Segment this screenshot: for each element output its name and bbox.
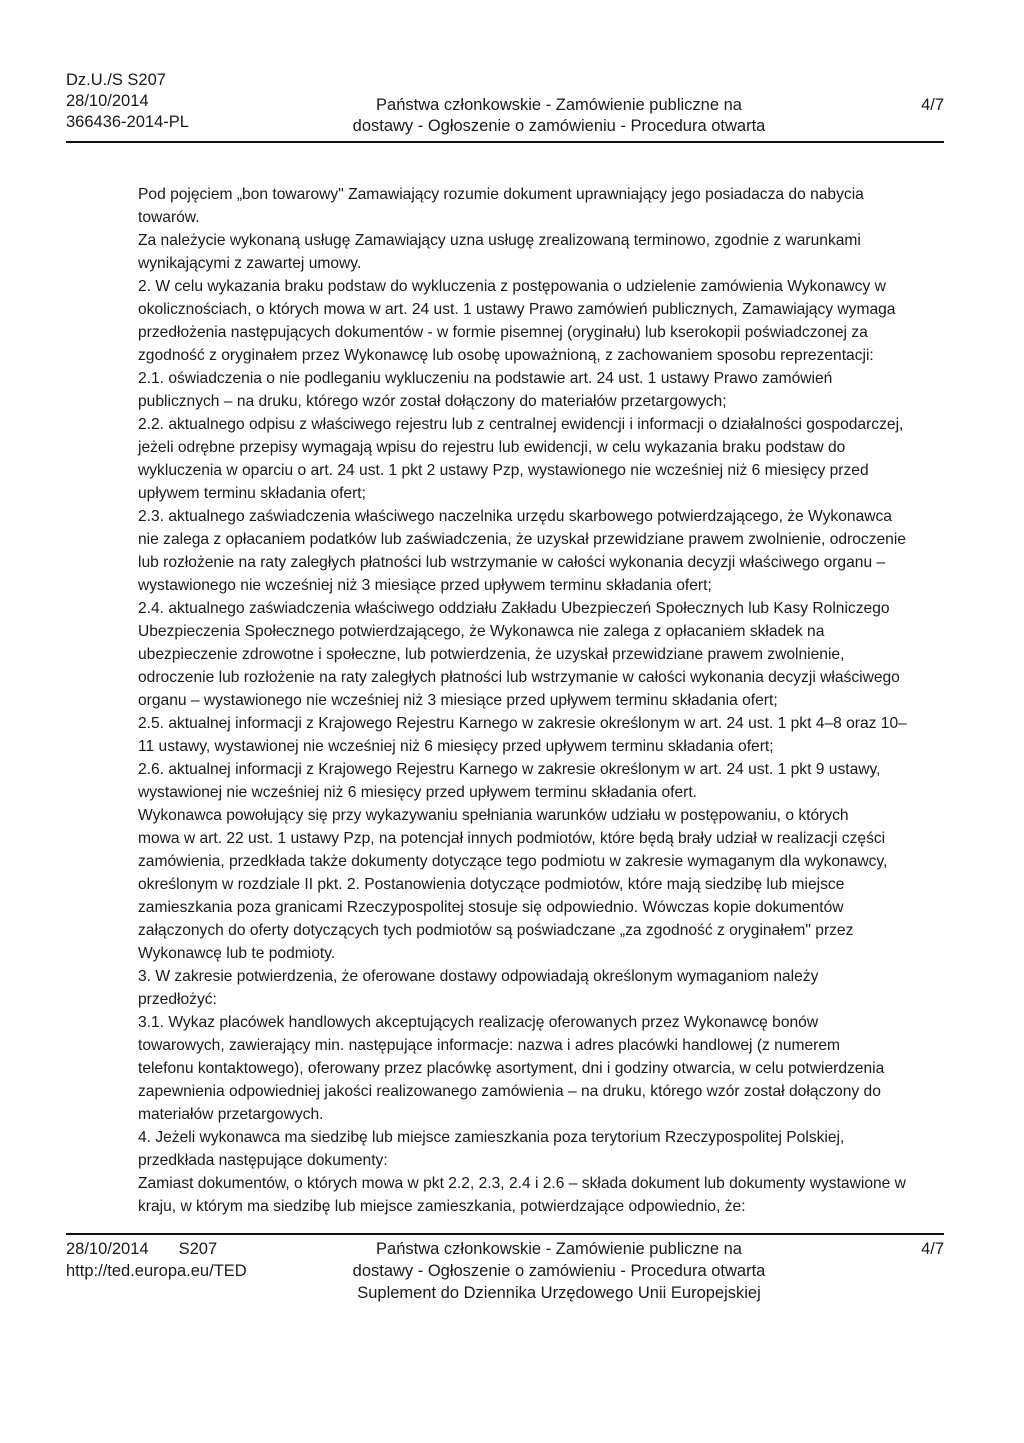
document-body xyxy=(138,183,950,1218)
body-paragraph xyxy=(138,712,950,758)
footer-date: 28/10/2014 xyxy=(66,1240,149,1258)
body-line: przedkłada następujące dokumenty: xyxy=(138,1152,388,1169)
body-line: załączonych do oferty dotyczących tych podmiotów są poświadczane „za zgodność z oryginałem" przez xyxy=(138,922,854,939)
body-paragraph xyxy=(138,1172,950,1218)
body-line: ubezpieczenie zdrowotne i społeczne, lub potwierdzenia, że uzyskał przewidziane prawem zwolnienie, xyxy=(138,646,845,663)
body-line: wykluczenia w oparciu o art. 24 ust. 1 pkt 2 ustawy Pzp, wystawionego nie wcześniej niż 6 miesięcy przed xyxy=(138,462,869,479)
body-line: nie zalega z opłacaniem podatków lub zaświadczenia, że uzyskał przewidziane prawem zwolnienie, odroczenie xyxy=(138,531,906,548)
body-paragraph xyxy=(138,413,950,505)
body-line: Wykonawcę lub te podmioty. xyxy=(138,945,336,962)
body-line: 2.6. aktualnej informacji z Krajowego Rejestru Karnego w zakresie określonym w art. 24 ust. 1 pkt 9 ustawy, xyxy=(138,761,881,778)
body-line: lub rozłożenie na raty zaległych płatności lub wstrzymanie w całości wykonania decyzji właściwego organu – xyxy=(138,554,886,571)
body-paragraph xyxy=(138,229,950,275)
body-paragraph xyxy=(138,367,950,413)
body-paragraph xyxy=(138,1011,950,1126)
body-line: 3. W zakresie potwierdzenia, że oferowane dostawy odpowiadają określonym wymaganiom należy xyxy=(138,968,819,985)
header-page-number: 4/7 xyxy=(921,96,944,114)
body-line: zamówienia, przedkłada także dokumenty dotyczące tego podmiotu w zakresie wymaganym dla wykonawcy, xyxy=(138,853,888,870)
body-paragraph xyxy=(138,275,950,367)
body-paragraph xyxy=(138,183,950,229)
body-line: zgodność z oryginałem przez Wykonawcę lub osobę upoważnioną, z zachowaniem sposobu reprezentacji: xyxy=(138,347,874,364)
body-line: 2. W celu wykazania braku podstaw do wykluczenia z postępowania o udzielenie zamówienia Wykonawcy w xyxy=(138,278,886,295)
body-line: mowa w art. 22 ust. 1 ustawy Pzp, na potencjał innych podmiotów, które będą brały udział w realizacji części xyxy=(138,830,886,847)
header-title-line-2: dostawy - Ogłoszenie o zamówieniu - Procedura otwarta xyxy=(352,117,766,135)
footer-title-line-2: dostawy - Ogłoszenie o zamówieniu - Procedura otwarta xyxy=(352,1262,766,1280)
body-line: określonym w rozdziale II pkt. 2. Postanowienia dotyczące podmiotów, które mają siedzibę lub miejsce xyxy=(138,876,845,893)
body-line: 3.1. Wykaz placówek handlowych akceptujących realizację oferowanych przez Wykonawcę bonów xyxy=(138,1014,819,1031)
footer-divider xyxy=(66,1233,944,1235)
body-paragraph xyxy=(138,505,950,597)
footer-title xyxy=(349,1238,769,1304)
body-line: kraju, w którym ma siedzibę lub miejsce zamieszkania, potwierdzające odpowiednio, że: xyxy=(138,1198,746,1215)
body-paragraph xyxy=(138,965,950,1011)
header-notice-id: 366436-2014-PL xyxy=(66,113,189,131)
body-line: 4. Jeżeli wykonawca ma siedzibę lub miejsce zamieszkania poza terytorium Rzeczypospolitej Polskiej, xyxy=(138,1129,845,1146)
body-line: Za należycie wykonaną usługę Zamawiający uzna usługę zrealizowaną terminowo, zgodnie z warunkami xyxy=(138,232,861,249)
body-line: towarów. xyxy=(138,209,200,226)
body-line: okolicznościach, o których mowa w art. 24 ust. 1 ustawy Prawo zamówień publicznych, Zamawiający wymaga xyxy=(138,301,896,318)
body-line: upływem terminu składania ofert; xyxy=(138,485,366,502)
body-paragraph xyxy=(138,758,950,804)
footer-date-code xyxy=(66,1238,217,1260)
footer-url[interactable]: http://ted.europa.eu/TED xyxy=(66,1262,247,1280)
body-line: zamieszkania poza granicami Rzeczypospolitej stosuje się odpowiednio. Wówczas kopie dokumentów xyxy=(138,899,844,916)
body-paragraph xyxy=(138,804,950,965)
body-line: wystawionego nie wcześniej niż 3 miesiące przed upływem terminu składania ofert; xyxy=(138,577,712,594)
footer-title-line-1: Państwa członkowskie - Zamówienie publiczne na xyxy=(376,1240,742,1258)
body-line: przedłożenia następujących dokumentów - w formie pisemnej (oryginału) lub kserokopii poświadczonej za xyxy=(138,324,868,341)
body-line: telefonu kontaktowego), oferowany przez placówkę asortyment, dni i godziny otwarcia, w celu potwierdzenia xyxy=(138,1060,885,1077)
header-date: 28/10/2014 xyxy=(66,92,149,110)
body-line: odroczenie lub rozłożenie na raty zaległych płatności lub wstrzymanie w całości wykonania decyzji właściwego xyxy=(138,669,900,686)
header-title xyxy=(349,95,769,137)
body-line: Ubezpieczenia Społecznego potwierdzającego, że Wykonawca nie zalega z opłacaniem składek na xyxy=(138,623,825,640)
body-line: wystawionej nie wcześniej niż 6 miesięcy przed upływem terminu składania ofert. xyxy=(138,784,698,801)
body-line: 2.3. aktualnego zaświadczenia właściwego naczelnika urzędu skarbowego potwierdzającego, że Wykonawca xyxy=(138,508,892,525)
body-line: materiałów przetargowych. xyxy=(138,1106,324,1123)
body-line: 2.5. aktualnej informacji z Krajowego Rejestru Karnego w zakresie określonym w art. 24 ust. 1 pkt 4–8 oraz 10– xyxy=(138,715,907,732)
body-line: przedłożyć: xyxy=(138,991,217,1008)
header-divider xyxy=(66,141,944,143)
header-meta xyxy=(66,70,266,133)
body-line: organu – wystawionego nie wcześniej niż 3 miesiące przed upływem terminu składania ofert; xyxy=(138,692,778,709)
body-line: publicznych – na druku, którego wzór został dołączony do materiałów przetargowych; xyxy=(138,393,727,410)
body-line: 2.4. aktualnego zaświadczenia właściwego oddziału Zakładu Ubezpieczeń Społecznych lub Kasy Rolniczego xyxy=(138,600,890,617)
body-paragraph xyxy=(138,597,950,712)
header-doc-ref: Dz.U./S S207 xyxy=(66,71,166,89)
body-line: wynikającymi z zawartej umowy. xyxy=(138,255,362,272)
body-line: zapewnienia odpowiedniej jakości realizowanego zamówienia – na druku, którego wzór został dołączony do xyxy=(138,1083,881,1100)
body-line: 2.1. oświadczenia o nie podleganiu wykluczeniu na podstawie art. 24 ust. 1 ustawy Prawo zamówień xyxy=(138,370,833,387)
body-line: jeżeli odrębne przepisy wymagają wpisu do rejestru lub ewidencji, w celu wykazania braku podstaw do xyxy=(138,439,846,456)
body-line: Wykonawca powołujący się przy wykazywaniu spełniania warunków udziału w postępowaniu, o których xyxy=(138,807,849,824)
body-line: Zamiast dokumentów, o których mowa w pkt 2.2, 2.3, 2.4 i 2.6 – składa dokument lub dokumenty wystawione w xyxy=(138,1175,906,1192)
footer-code: S207 xyxy=(178,1240,218,1258)
header-title-line-1: Państwa członkowskie - Zamówienie publiczne na xyxy=(376,96,742,114)
footer-page-number: 4/7 xyxy=(921,1240,944,1258)
body-line: 2.2. aktualnego odpisu z właściwego rejestru lub z centralnej ewidencji i informacji o działalności gospodarczej, xyxy=(138,416,904,433)
footer-title-line-3: Suplement do Dziennika Urzędowego Unii Europejskiej xyxy=(357,1284,761,1302)
body-paragraph xyxy=(138,1126,950,1172)
body-line: Pod pojęciem „bon towarowy" Zamawiający rozumie dokument uprawniający jego posiadacza do nabycia xyxy=(138,186,864,203)
body-line: towarowych, zawierający min. następujące informacje: nazwa i adres placówki handlowej (z numerem xyxy=(138,1037,841,1054)
body-line: 11 ustawy, wystawionej nie wcześniej niż 6 miesięcy przed upływem terminu składania ofert; xyxy=(138,738,774,755)
